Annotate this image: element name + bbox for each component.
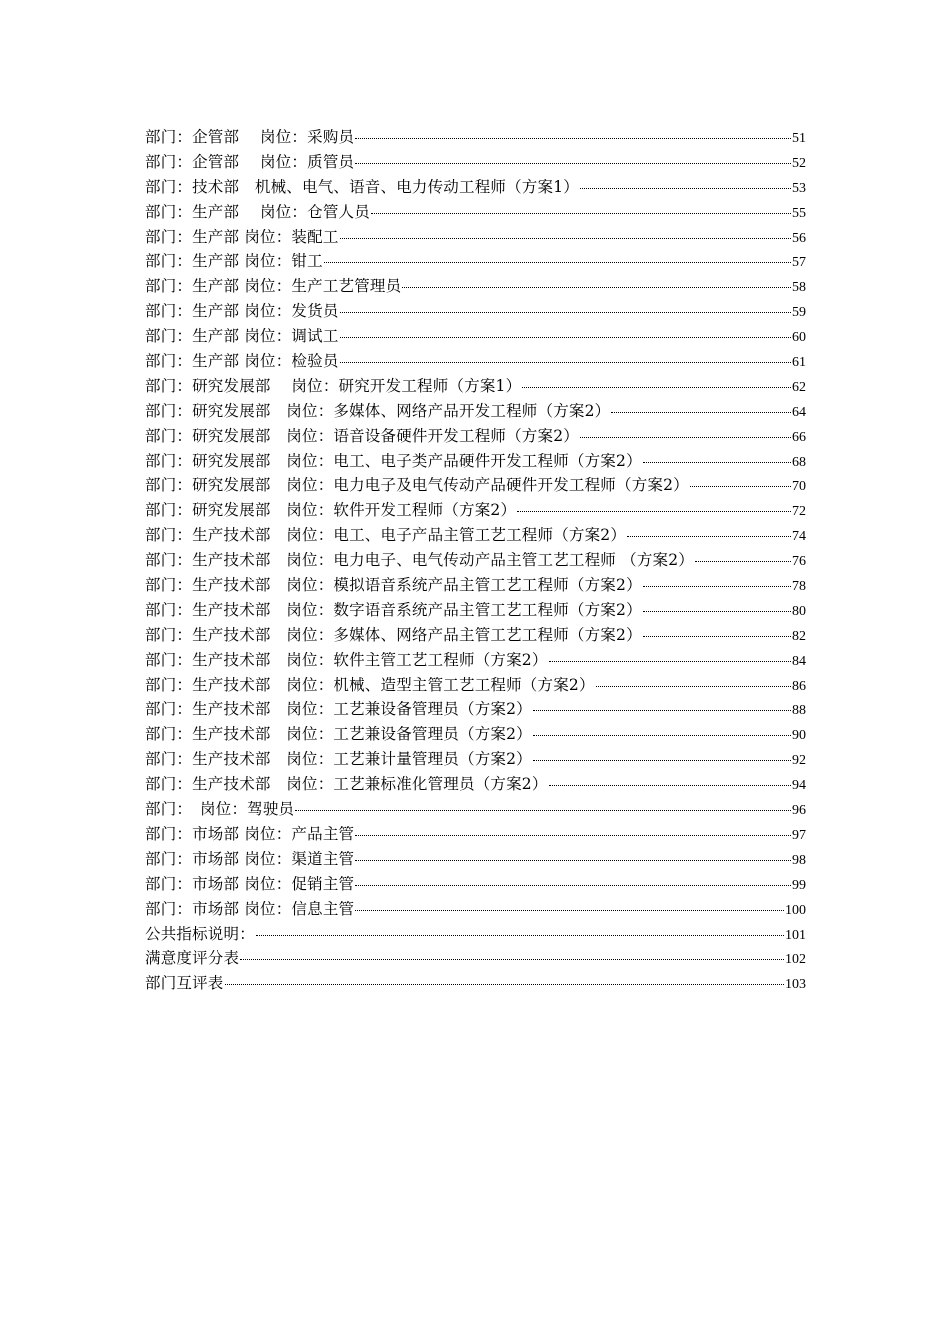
toc-entry-page-number: 102 [785, 952, 806, 968]
dot-leader [340, 237, 791, 239]
dot-leader [643, 635, 791, 637]
toc-entry[interactable] [145, 225, 806, 250]
toc-entry[interactable] [145, 772, 806, 797]
dot-leader [371, 212, 791, 214]
toc-entry-title: 部门：企管部 岗位：质管员 [145, 152, 355, 171]
toc-entry[interactable] [145, 274, 806, 299]
toc-entry[interactable] [145, 872, 806, 897]
toc-entry-page-number: 103 [785, 977, 806, 993]
toc-entry-page-number: 80 [792, 603, 806, 619]
toc-entry[interactable] [145, 946, 806, 971]
toc-entry-title: 部门：研究发展部 岗位：研究开发工程师（方案1） [145, 376, 522, 395]
toc-entry[interactable] [145, 747, 806, 772]
toc-entry-page-number: 60 [792, 330, 806, 346]
toc-entry-page-number: 100 [785, 902, 806, 918]
dot-leader [256, 934, 784, 936]
dot-leader [549, 784, 791, 786]
toc-entry-page-number: 98 [792, 852, 806, 868]
toc-entry-page-number: 56 [792, 230, 806, 246]
dot-leader [402, 286, 791, 288]
toc-entry-page-number: 86 [792, 678, 806, 694]
toc-entry-page-number: 97 [792, 827, 806, 843]
toc-entry[interactable] [145, 623, 806, 648]
toc-entry-title: 部门：生产技术部 岗位：模拟语音系统产品主管工艺工程师（方案2） [145, 576, 642, 595]
toc-entry-title: 部门：技术部 机械、电气、语音、电力传动工程师（方案1） [145, 177, 579, 196]
toc-entry-title: 部门：生产技术部 岗位：软件主管工艺工程师（方案2） [145, 650, 548, 669]
dot-leader [611, 411, 791, 413]
dot-leader [355, 884, 791, 886]
toc-entry-title: 部门：生产技术部 岗位：工艺兼设备管理员（方案2） [145, 700, 532, 719]
toc-entry-title: 公共指标说明： [145, 924, 255, 943]
toc-entry-title: 部门： 岗位：驾驶员 [145, 800, 295, 819]
toc-entry[interactable] [145, 598, 806, 623]
toc-entry-title: 部门：市场部 岗位：渠道主管 [145, 849, 355, 868]
toc-entry-page-number: 68 [792, 454, 806, 470]
table-of-contents [145, 125, 806, 996]
dot-leader [533, 709, 791, 711]
toc-entry-page-number: 74 [792, 529, 806, 545]
toc-entry[interactable] [145, 673, 806, 698]
toc-entry-title: 满意度评分表 [145, 949, 240, 968]
dot-leader [533, 759, 791, 761]
toc-entry-title: 部门：研究发展部 岗位：电工、电子类产品硬件开发工程师（方案2） [145, 451, 642, 470]
toc-entry-title: 部门：生产技术部 岗位：多媒体、网络产品主管工艺工程师（方案2） [145, 625, 642, 644]
toc-entry[interactable] [145, 349, 806, 374]
toc-entry-title: 部门：研究发展部 岗位：软件开发工程师（方案2） [145, 501, 517, 520]
toc-entry-title: 部门：生产技术部 岗位：电工、电子产品主管工艺工程师（方案2） [145, 526, 627, 545]
toc-entry-title: 部门：市场部 岗位：信息主管 [145, 899, 355, 918]
toc-entry-page-number: 64 [792, 404, 806, 420]
toc-entry-page-number: 99 [792, 877, 806, 893]
dot-leader [580, 436, 791, 438]
toc-entry-page-number: 92 [792, 753, 806, 769]
toc-entry[interactable] [145, 125, 806, 150]
dot-leader [324, 261, 791, 263]
dot-leader [225, 983, 784, 985]
toc-entry[interactable] [145, 971, 806, 996]
dot-leader [340, 336, 791, 338]
toc-entry-page-number: 101 [785, 927, 806, 943]
toc-entry-title: 部门：生产技术部 岗位：电力电子、电气传动产品主管工艺工程师 （方案2） [145, 551, 694, 570]
toc-entry[interactable] [145, 822, 806, 847]
toc-entry-page-number: 72 [792, 504, 806, 520]
dot-leader [522, 386, 791, 388]
toc-entry-title: 部门：生产技术部 岗位：工艺兼标准化管理员（方案2） [145, 775, 548, 794]
dot-leader [690, 485, 791, 487]
toc-entry-title: 部门：生产部 岗位：装配工 [145, 227, 339, 246]
toc-entry-page-number: 51 [792, 131, 806, 146]
toc-entry[interactable] [145, 175, 806, 200]
toc-entry-title: 部门：研究发展部 岗位：电力电子及电气传动产品硬件开发工程师（方案2） [145, 476, 689, 495]
dot-leader [596, 685, 791, 687]
toc-entry[interactable] [145, 399, 806, 424]
dot-leader [627, 535, 791, 537]
toc-entry[interactable] [145, 847, 806, 872]
toc-entry[interactable] [145, 498, 806, 523]
toc-entry-title: 部门：生产技术部 岗位：工艺兼计量管理员（方案2） [145, 750, 532, 769]
toc-entry-page-number: 78 [792, 579, 806, 595]
toc-entry[interactable] [145, 249, 806, 274]
dot-leader [643, 610, 791, 612]
toc-entry-page-number: 52 [792, 155, 806, 171]
toc-entry[interactable] [145, 449, 806, 474]
toc-entry[interactable] [145, 473, 806, 498]
toc-entry-page-number: 53 [792, 180, 806, 196]
toc-entry-page-number: 59 [792, 305, 806, 321]
toc-entry[interactable] [145, 324, 806, 349]
toc-entry-page-number: 55 [792, 205, 806, 221]
toc-entry-title: 部门：生产部 岗位：检验员 [145, 352, 339, 371]
toc-entry[interactable] [145, 374, 806, 399]
toc-entry-title: 部门：生产部 岗位：仓管人员 [145, 202, 370, 221]
toc-entry[interactable] [145, 897, 806, 922]
toc-entry[interactable] [145, 424, 806, 449]
dot-leader [643, 585, 791, 587]
toc-entry-title: 部门：生产技术部 岗位：机械、造型主管工艺工程师（方案2） [145, 675, 595, 694]
toc-entry[interactable] [145, 697, 806, 722]
dot-leader [355, 834, 791, 836]
dot-leader [240, 958, 784, 960]
toc-entry-page-number: 61 [792, 355, 806, 371]
toc-entry-title: 部门：研究发展部 岗位：多媒体、网络产品开发工程师（方案2） [145, 401, 611, 420]
toc-entry-page-number: 66 [792, 429, 806, 445]
toc-entry[interactable] [145, 722, 806, 747]
dot-leader [643, 461, 791, 463]
toc-entry-title: 部门：研究发展部 岗位：语音设备硬件开发工程师（方案2） [145, 426, 579, 445]
dot-leader [340, 361, 791, 363]
toc-entry-page-number: 70 [792, 479, 806, 495]
toc-entry[interactable] [145, 299, 806, 324]
toc-entry-title: 部门：生产部 岗位：生产工艺管理员 [145, 277, 402, 296]
toc-entry-page-number: 62 [792, 379, 806, 395]
toc-entry[interactable] [145, 648, 806, 673]
toc-entry-page-number: 57 [792, 255, 806, 271]
toc-entry[interactable] [145, 150, 806, 175]
toc-entry-page-number: 94 [792, 778, 806, 794]
dot-leader [340, 311, 791, 313]
toc-entry-page-number: 96 [792, 803, 806, 819]
toc-entry[interactable] [145, 200, 806, 225]
toc-entry-title: 部门：生产部 岗位：调试工 [145, 327, 339, 346]
dot-leader [355, 137, 791, 139]
toc-entry-title: 部门：市场部 岗位：促销主管 [145, 874, 355, 893]
toc-entry-page-number: 84 [792, 653, 806, 669]
dot-leader [355, 859, 791, 861]
toc-entry-title: 部门：生产部 岗位：发货员 [145, 302, 339, 321]
toc-entry[interactable] [145, 797, 806, 822]
toc-entry-title: 部门互评表 [145, 974, 224, 993]
toc-entry[interactable] [145, 523, 806, 548]
dot-leader [355, 162, 791, 164]
toc-entry[interactable] [145, 548, 806, 573]
toc-entry[interactable] [145, 573, 806, 598]
toc-entry-page-number: 82 [792, 628, 806, 644]
dot-leader [533, 734, 791, 736]
toc-entry-title: 部门：生产技术部 岗位：数字语音系统产品主管工艺工程师（方案2） [145, 600, 642, 619]
toc-entry-page-number: 90 [792, 728, 806, 744]
toc-entry-page-number: 76 [792, 554, 806, 570]
toc-entry-title: 部门：市场部 岗位：产品主管 [145, 824, 355, 843]
dot-leader [517, 510, 791, 512]
toc-entry-title: 部门：生产部 岗位：钳工 [145, 252, 323, 271]
dot-leader [580, 187, 791, 189]
dot-leader [695, 560, 791, 562]
toc-entry-title: 部门：企管部 岗位：采购员 [145, 128, 355, 146]
toc-entry-page-number: 58 [792, 280, 806, 296]
toc-entry[interactable] [145, 922, 806, 947]
toc-entry-title: 部门：生产技术部 岗位：工艺兼设备管理员（方案2） [145, 725, 532, 744]
toc-entry-page-number: 88 [792, 703, 806, 719]
dot-leader [549, 660, 791, 662]
dot-leader [355, 909, 784, 911]
dot-leader [295, 809, 791, 811]
